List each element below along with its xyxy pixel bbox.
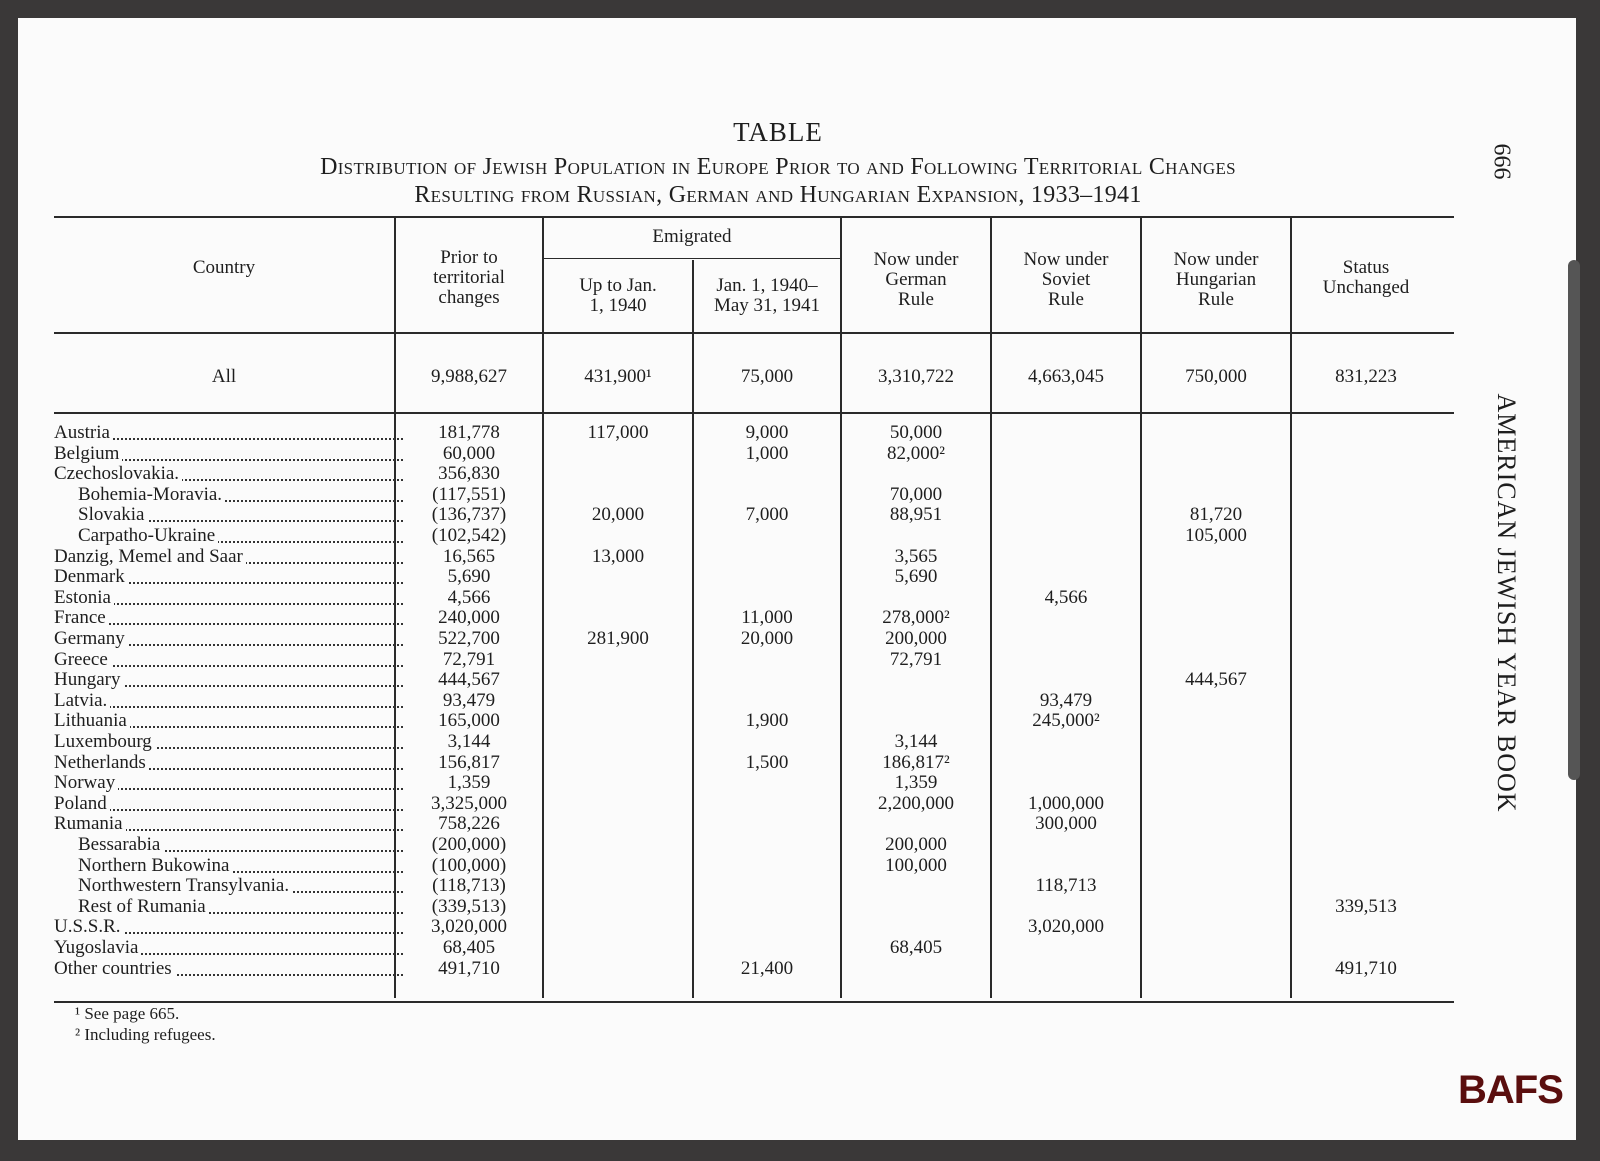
table-row-country bbox=[54, 546, 409, 567]
table-row-country bbox=[54, 525, 409, 546]
country-label: Belgium bbox=[54, 443, 122, 464]
country-label: Czechoslovakia. bbox=[54, 463, 182, 484]
col-divider bbox=[542, 218, 544, 998]
table-cell-prior: (117,551) bbox=[432, 483, 506, 505]
footnote-1: ¹ See page 665. bbox=[75, 1004, 180, 1023]
header-status-line: Status bbox=[1342, 257, 1390, 278]
table-row-country bbox=[54, 422, 409, 443]
all-row-soviet: 4,663,045 bbox=[1028, 366, 1104, 387]
table-cell-prior: (102,542) bbox=[431, 525, 507, 546]
country-label: Netherlands bbox=[54, 752, 149, 773]
table-cell-german: 278,000² bbox=[882, 607, 950, 629]
table-cell-german: 88,951 bbox=[889, 504, 943, 526]
table-cell-jan: 21,400 bbox=[740, 957, 794, 979]
table-row-country bbox=[54, 731, 409, 752]
header-prior-line: changes bbox=[438, 287, 500, 308]
rule-all-bottom bbox=[54, 412, 1454, 414]
table-row-country bbox=[54, 958, 409, 979]
table-row-country bbox=[54, 855, 409, 876]
col-divider bbox=[1290, 218, 1292, 998]
table-cell-prior: 356,830 bbox=[438, 463, 500, 485]
table-row-country bbox=[54, 793, 409, 814]
header-soviet bbox=[992, 250, 1140, 310]
rule-emigrated bbox=[542, 258, 842, 259]
table-row-country bbox=[54, 669, 409, 690]
table-row-country bbox=[54, 752, 409, 773]
country-label: Norway bbox=[54, 772, 118, 793]
table-cell-prior: 181,778 bbox=[438, 422, 500, 443]
table-cell-german: 5,690 bbox=[894, 566, 938, 588]
country-label: U.S.S.R. bbox=[54, 916, 124, 937]
document-page bbox=[18, 18, 1576, 1140]
table-label: TABLE bbox=[733, 117, 823, 147]
table-cell-status: 339,513 bbox=[1335, 895, 1397, 917]
table-row-country bbox=[54, 875, 409, 896]
table-cell-prior: 156,817 bbox=[438, 751, 500, 773]
table-cell-prior: (200,000) bbox=[431, 834, 507, 855]
header-hungarian-line: Now under bbox=[1173, 249, 1259, 270]
country-label: Latvia. bbox=[54, 690, 110, 711]
table-cell-hungarian: 105,000 bbox=[1185, 525, 1247, 546]
country-label: Hungary bbox=[54, 669, 123, 690]
table-cell-prior: (118,713) bbox=[432, 875, 506, 897]
all-row-prior: 9,988,627 bbox=[431, 366, 507, 387]
country-label: Slovakia bbox=[54, 504, 148, 525]
table-cell-soviet: 300,000 bbox=[1035, 813, 1097, 835]
table-cell-prior: 93,479 bbox=[442, 689, 496, 711]
table-cell-german: 70,000 bbox=[889, 483, 943, 505]
header-prior bbox=[396, 248, 542, 308]
table-cell-german: 3,144 bbox=[894, 731, 938, 752]
table-cell-german: 50,000 bbox=[889, 422, 943, 443]
country-label: Danzig, Memel and Saar bbox=[54, 546, 246, 567]
table-cell-german: 3,565 bbox=[894, 545, 938, 567]
table-row-country bbox=[54, 937, 409, 958]
header-status-line: Unchanged bbox=[1322, 277, 1410, 298]
table-cell-prior: 5,690 bbox=[447, 566, 491, 588]
table-cell-soviet: 3,020,000 bbox=[1028, 916, 1104, 938]
country-label: Northwestern Transylvania. bbox=[54, 875, 292, 896]
table-cell-prior: 3,020,000 bbox=[431, 916, 507, 938]
table-row-country bbox=[54, 690, 409, 711]
country-label: Lithuania bbox=[54, 710, 130, 731]
table-cell-jan: 1,000 bbox=[745, 442, 789, 464]
table-cell-german: 68,405 bbox=[889, 937, 943, 958]
all-row-hungarian: 750,000 bbox=[1185, 366, 1247, 387]
country-label: Yugoslavia bbox=[54, 937, 141, 958]
table-cell-upto: 13,000 bbox=[591, 545, 645, 567]
table-row-country bbox=[54, 566, 409, 587]
header-emigrated: Emigrated bbox=[652, 226, 732, 247]
running-head bbox=[1476, 333, 1536, 873]
header-german-line: Rule bbox=[898, 289, 934, 310]
header-prior-line: Prior to bbox=[440, 247, 498, 268]
country-label: Denmark bbox=[54, 566, 128, 587]
header-hungarian bbox=[1142, 250, 1290, 310]
table-cell-hungarian: 444,567 bbox=[1185, 669, 1247, 691]
table-cell-jan: 11,000 bbox=[741, 607, 793, 629]
header-emigrated-upto bbox=[544, 276, 692, 316]
page-number: 666 bbox=[1488, 143, 1515, 180]
watermark-logo: BAFS bbox=[1458, 1068, 1563, 1112]
table-row-country bbox=[54, 587, 409, 608]
country-label: Carpatho-Ukraine bbox=[54, 525, 218, 546]
table-cell-german: 100,000 bbox=[885, 854, 947, 876]
all-row-jan: 75,000 bbox=[740, 366, 794, 387]
table-cell-soviet: 93,479 bbox=[1039, 689, 1093, 711]
header-jan-line: May 31, 1941 bbox=[713, 295, 821, 316]
table-cell-status: 491,710 bbox=[1335, 957, 1397, 979]
table-cell-upto: 281,900 bbox=[587, 628, 649, 649]
table-row-country bbox=[54, 484, 409, 505]
table-cell-soviet: 4,566 bbox=[1044, 586, 1088, 608]
country-label: Rest of Rumania bbox=[54, 896, 209, 917]
table-cell-german: 82,000² bbox=[887, 442, 945, 464]
header-german-line: Now under bbox=[873, 249, 959, 270]
table-cell-hungarian: 81,720 bbox=[1189, 504, 1243, 526]
table-cell-upto: 20,000 bbox=[591, 504, 645, 526]
table-cell-prior: 1,359 bbox=[447, 772, 491, 794]
header-hungarian-line: Hungarian bbox=[1175, 269, 1257, 290]
table-cell-german: 186,817² bbox=[882, 751, 950, 773]
table-cell-german: 72,791 bbox=[889, 648, 943, 670]
table-cell-prior: (136,737) bbox=[431, 504, 507, 526]
table-row-country bbox=[54, 649, 409, 670]
country-label: Rumania bbox=[54, 813, 126, 834]
table-cell-prior: 3,325,000 bbox=[431, 792, 507, 814]
header-prior-line: territorial bbox=[433, 267, 505, 288]
all-row-label: All bbox=[211, 366, 237, 387]
running-head-text: AMERICAN JEWISH YEAR BOOK bbox=[1492, 393, 1521, 813]
table-row-country bbox=[54, 772, 409, 793]
table-cell-prior: (339,513) bbox=[431, 895, 507, 917]
col-divider bbox=[1140, 218, 1142, 998]
header-jan-line: Jan. 1, 1940– bbox=[716, 275, 818, 296]
table-cell-soviet: 1,000,000 bbox=[1028, 792, 1104, 814]
table-cell-jan: 1,500 bbox=[745, 751, 789, 773]
header-upto-line: 1, 1940 bbox=[589, 295, 647, 316]
table-cell-prior: 16,565 bbox=[442, 545, 496, 567]
country-label: Germany bbox=[54, 628, 128, 649]
table-cell-soviet: 118,713 bbox=[1035, 875, 1097, 897]
all-row-upto: 431,900¹ bbox=[584, 366, 652, 387]
footnote-2: ² Including refugees. bbox=[75, 1025, 216, 1044]
country-label: Austria bbox=[54, 422, 113, 443]
table-cell-prior: 165,000 bbox=[438, 710, 500, 732]
table-cell-prior: 240,000 bbox=[438, 607, 500, 629]
table-cell-prior: 3,144 bbox=[447, 731, 491, 752]
country-label: Bessarabia bbox=[54, 834, 163, 855]
table-row-country bbox=[54, 628, 409, 649]
table-cell-jan: 9,000 bbox=[745, 422, 789, 443]
header-upto-line: Up to Jan. bbox=[579, 275, 657, 296]
header-country: Country bbox=[192, 257, 256, 278]
rule-bottom bbox=[54, 1001, 1454, 1003]
table-cell-german: 2,200,000 bbox=[878, 792, 954, 814]
table-row-country bbox=[54, 463, 409, 484]
country-label: Northern Bukowina bbox=[54, 855, 232, 876]
table-cell-prior: (100,000) bbox=[431, 854, 507, 876]
table-cell-jan: 1,900 bbox=[745, 710, 789, 732]
all-row-status: 831,223 bbox=[1335, 366, 1397, 387]
table-cell-german: 1,359 bbox=[894, 772, 938, 794]
table-cell-soviet: 245,000² bbox=[1032, 710, 1100, 732]
country-label: Poland bbox=[54, 793, 110, 814]
table-cell-jan: 7,000 bbox=[745, 504, 789, 526]
table-cell-jan: 20,000 bbox=[740, 628, 794, 649]
table-row-country bbox=[54, 443, 409, 464]
table-heading-line-2: Resulting from Russian, German and Hungarian Expansion, 1933–1941 bbox=[414, 182, 1142, 208]
table-cell-prior: 68,405 bbox=[442, 937, 496, 958]
header-soviet-line: Rule bbox=[1048, 289, 1084, 310]
header-status bbox=[1292, 258, 1440, 298]
rule-header-bottom bbox=[54, 332, 1454, 334]
table-cell-german: 200,000 bbox=[885, 834, 947, 855]
table-heading-line-1: Distribution of Jewish Population in Europe Prior to and Following Territorial Changes bbox=[320, 154, 1236, 180]
scrollbar[interactable] bbox=[1568, 260, 1580, 780]
table-cell-prior: 522,700 bbox=[438, 628, 500, 649]
table-cell-prior: 4,566 bbox=[447, 586, 491, 608]
all-row-german: 3,310,722 bbox=[878, 366, 954, 387]
rule-top bbox=[54, 216, 1454, 218]
table-cell-german: 200,000 bbox=[885, 628, 947, 649]
table-cell-prior: 72,791 bbox=[442, 648, 496, 670]
table-cell-upto: 117,000 bbox=[587, 422, 649, 443]
country-label: Luxembourg bbox=[54, 731, 155, 752]
country-label: Other countries bbox=[54, 958, 175, 979]
header-german bbox=[842, 250, 990, 310]
table-row-country bbox=[54, 710, 409, 731]
table-row-country bbox=[54, 504, 409, 525]
table-row-country bbox=[54, 916, 409, 937]
country-label: Estonia bbox=[54, 587, 114, 608]
country-label: France bbox=[54, 607, 109, 628]
country-label: Bohemia-Moravia. bbox=[54, 484, 225, 505]
header-german-line: German bbox=[885, 269, 947, 290]
table-row-country bbox=[54, 607, 409, 628]
country-label: Greece bbox=[54, 649, 111, 670]
header-soviet-line: Now under bbox=[1023, 249, 1109, 270]
header-emigrated-jan bbox=[694, 276, 840, 316]
table-cell-prior: 60,000 bbox=[442, 442, 496, 464]
table-cell-prior: 758,226 bbox=[438, 813, 500, 835]
table-row-country bbox=[54, 834, 409, 855]
table-cell-prior: 491,710 bbox=[438, 957, 500, 979]
header-hungarian-line: Rule bbox=[1198, 289, 1234, 310]
table-row-country bbox=[54, 813, 409, 834]
header-soviet-line: Soviet bbox=[1041, 269, 1091, 290]
table-cell-prior: 444,567 bbox=[438, 669, 500, 691]
table-row-country bbox=[54, 896, 409, 917]
